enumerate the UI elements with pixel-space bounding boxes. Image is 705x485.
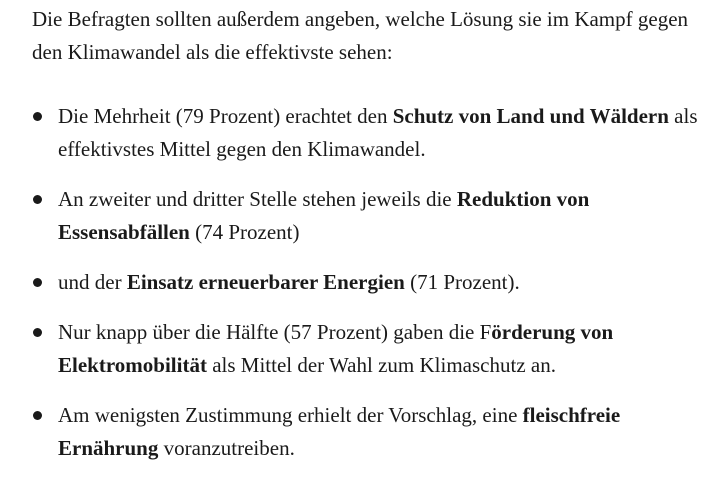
bullet-text: als effektivstes Mittel gegen den Klimawandel. — [58, 104, 698, 161]
bullet-text: Nur knapp über die Hälfte (57 Prozent) gaben die F — [58, 320, 492, 344]
bullet-bold-text: fleischfreie Ernährung — [58, 403, 621, 460]
list-item — [32, 183, 698, 249]
list-item — [32, 399, 698, 465]
bullet-icon — [33, 112, 42, 121]
bullet-text: Die Mehrheit (79 Prozent) erachtet den — [58, 104, 393, 128]
bullet-list — [32, 100, 698, 465]
list-item — [32, 266, 698, 299]
bullet-icon — [33, 411, 42, 420]
bullet-icon — [33, 278, 42, 287]
list-item — [32, 316, 698, 382]
bullet-icon — [33, 328, 42, 337]
bullet-text: als Mittel der Wahl zum Klimaschutz an. — [206, 353, 556, 377]
intro-paragraph: Die Befragten sollten außerdem angeben, welche Lösung sie im Kampf gegen den Klimawandel als die effektivste sehen: — [32, 7, 689, 64]
bullet-text: voranzutreiben. — [158, 436, 295, 460]
bullet-text: (74 Prozent) — [189, 220, 300, 244]
bullet-text: Am wenigsten Zustimmung erhielt der Vorschlag, eine — [58, 403, 523, 427]
bullet-bold-text: Schutz von Land und Wäldern — [392, 104, 669, 128]
bullet-bold-text: Reduktion von Essensabfällen — [58, 187, 590, 244]
list-item — [32, 100, 698, 166]
bullet-text: An zweiter und dritter Stelle stehen jeweils die — [58, 187, 457, 211]
bullet-icon — [33, 195, 42, 204]
bullet-text: und der — [58, 270, 127, 294]
bullet-bold-text: Einsatz erneuerbarer Energien — [126, 270, 405, 294]
bullet-text: (71 Prozent). — [404, 270, 520, 294]
bullet-bold-text: örderung von Elektromobilität — [58, 320, 614, 377]
